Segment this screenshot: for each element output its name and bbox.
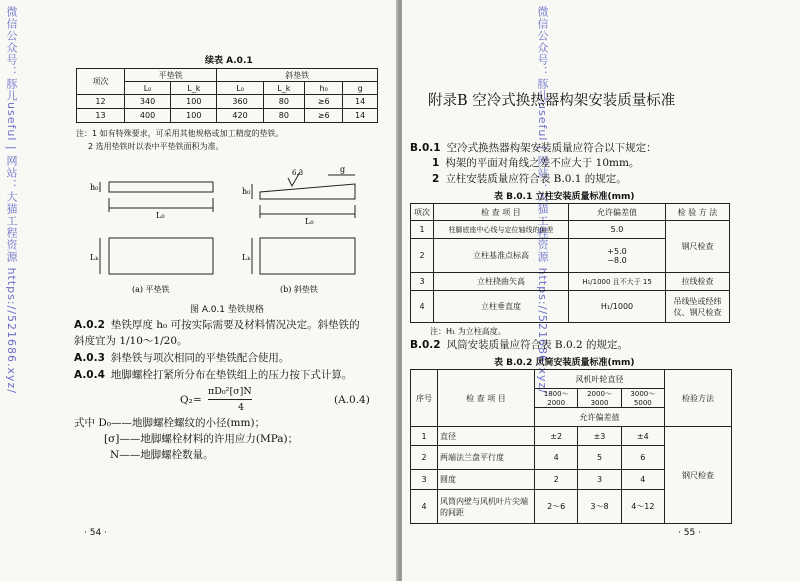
item-text: 构架的平面对角线之差不应大于 10mm。 xyxy=(445,157,640,169)
cell xyxy=(569,239,666,273)
para-a04 xyxy=(74,368,352,382)
note-1: 注：1 如有特殊要求，可采用其他规格或加工精度的垫铁。 xyxy=(76,129,284,138)
formula-numerator: πD₀²[σ]N xyxy=(208,385,252,400)
where-3: N——地脚螺栓数量。 xyxy=(110,449,214,461)
item-2 xyxy=(432,172,627,186)
item-1 xyxy=(432,156,639,170)
cell: 1 xyxy=(411,427,438,446)
clause-number: A.0.3 xyxy=(74,352,105,364)
table-row xyxy=(411,291,730,323)
th-range: 1800～2000 xyxy=(535,389,578,408)
clause-number: B.0.1 xyxy=(410,142,441,154)
cell: ±2 xyxy=(535,427,578,446)
cell: 80 xyxy=(263,109,304,123)
cell: 100 xyxy=(171,95,217,109)
clause-text: 斜垫铁与项次相同的平垫铁配合使用。 xyxy=(110,352,290,364)
label-lk-a: Lₖ xyxy=(90,253,99,262)
cell: ±3 xyxy=(578,427,621,446)
cell: ≥6 xyxy=(304,109,342,123)
th: 允许偏差值 xyxy=(569,204,666,221)
clause-number: A.0.4 xyxy=(74,369,105,381)
flat-shim-top xyxy=(109,238,213,274)
th-sub: L_k xyxy=(263,82,304,95)
para-b01 xyxy=(410,141,657,155)
clause-text: 斜度宜为 1/10～1/20。 xyxy=(74,335,188,347)
label-lk-b: Lₖ xyxy=(242,253,251,262)
cell-method: 吊线坠或经纬仪、钢尺检查 xyxy=(666,291,730,323)
cell: 两端法兰盘平行度 xyxy=(438,446,535,470)
cell: 圆度 xyxy=(438,470,535,490)
clause-text: 垫铁厚度 h₀ 可按实际需要及材料情况决定。斜垫铁的 xyxy=(110,319,360,331)
th: 风机叶轮直径 xyxy=(535,370,665,389)
cell: 4 xyxy=(411,291,434,323)
cell-method: 钢尺检查 xyxy=(665,427,732,524)
cell: 直径 xyxy=(438,427,535,446)
cell: H₁/1000 且不大于 15 xyxy=(569,273,666,291)
clause-text: 空冷式换热器构架安装质量应符合以下规定： xyxy=(446,142,657,154)
cell: 2～6 xyxy=(535,490,578,524)
label-roughness: 6.3 xyxy=(292,169,304,177)
cell-method: 钢尺检查 xyxy=(666,221,730,273)
table-b01-title: 表 B.0.1 立柱安装质量标准(mm) xyxy=(494,192,635,202)
th: 项次 xyxy=(411,204,434,221)
cell: 2 xyxy=(535,470,578,490)
th-item: 项次 xyxy=(77,69,125,95)
tol-plus: +5.0 xyxy=(607,246,627,256)
cell: 13 xyxy=(77,109,125,123)
th-sub: h₀ xyxy=(304,82,342,95)
para-a02 xyxy=(74,318,360,332)
cell: ≥6 xyxy=(304,95,342,109)
cell: 风筒内壁与风机叶片尖端的间距 xyxy=(438,490,535,524)
th: 检 查 项 目 xyxy=(438,370,535,427)
left-page xyxy=(0,0,398,581)
cell: 80 xyxy=(263,95,304,109)
label-l0-a: L₀ xyxy=(156,211,165,220)
taper-shim-top xyxy=(260,238,355,274)
item-number: 2 xyxy=(432,173,440,185)
where-2: [σ]——地脚螺栓材料的许用应力(MPa)； xyxy=(104,433,299,445)
cell: ±4 xyxy=(621,427,664,446)
label-h0-b: h₀ xyxy=(242,187,251,196)
cell: 6 xyxy=(621,446,664,470)
cell: 5 xyxy=(578,446,621,470)
cell: 立柱垂直度 xyxy=(434,291,569,323)
table-row xyxy=(411,221,730,239)
table-b01-note: 注：H₁ 为立柱高度。 xyxy=(430,327,506,336)
th-range: 2000～3000 xyxy=(578,389,621,408)
cell: 3～8 xyxy=(578,490,621,524)
cell: 4 xyxy=(535,446,578,470)
formula-denominator: 4 xyxy=(238,402,245,413)
cell: 14 xyxy=(343,95,378,109)
th: 检 查 项 目 xyxy=(434,204,569,221)
cell: 3 xyxy=(411,273,434,291)
th-tolerance: 允许偏差值 xyxy=(535,408,665,427)
th: 序号 xyxy=(411,370,438,427)
taper-shim-side xyxy=(260,184,355,199)
label-l0-b: L₀ xyxy=(305,217,314,226)
cell: 340 xyxy=(124,95,170,109)
cell: 14 xyxy=(343,109,378,123)
clause-number: B.0.2 xyxy=(410,339,441,351)
cell: 5.0 xyxy=(569,221,666,239)
cell: 420 xyxy=(217,109,263,123)
watermark-left: 微信公众号：豚儿useful | 网站：大猫工程资源 https://521686.xyz/ xyxy=(5,6,18,394)
label-h0-a: h₀ xyxy=(90,183,99,192)
formula-tag: (A.0.4) xyxy=(334,394,370,406)
page-number-left: · 54 · xyxy=(84,528,107,538)
cell-method: 拉线检查 xyxy=(666,273,730,291)
right-page xyxy=(402,0,800,581)
table-b02 xyxy=(410,369,732,524)
cell: 400 xyxy=(124,109,170,123)
para-a02-cont xyxy=(74,334,188,348)
para-b02 xyxy=(410,338,628,352)
cell: 2 xyxy=(411,239,434,273)
figure-caption: 图 A.0.1 垫铁规格 xyxy=(190,305,264,315)
caption-flat-shim: (a) 平垫铁 xyxy=(132,285,170,294)
cell: 12 xyxy=(77,95,125,109)
clause-number: A.0.2 xyxy=(74,319,105,331)
cell: 立柱基准点标高 xyxy=(434,239,569,273)
shim-figure xyxy=(0,0,398,310)
appendix-heading: 附录B 空冷式换热器构架安装质量标准 xyxy=(428,93,676,109)
cell: 2 xyxy=(411,446,438,470)
cell: 1 xyxy=(411,221,434,239)
where-1: 式中 D₀——地脚螺栓螺纹的小径(mm)； xyxy=(74,417,266,429)
caption-taper-shim: (b) 斜垫铁 xyxy=(280,285,318,294)
tol-minus: −8.0 xyxy=(607,255,627,265)
item-number: 1 xyxy=(432,157,440,169)
th-sub: L_k xyxy=(171,82,217,95)
table-a01-title: 续表 A.0.1 xyxy=(205,56,253,66)
cell: 柱脚底座中心线与定位轴线的偏差 xyxy=(434,221,569,239)
cell: H₁/1000 xyxy=(569,291,666,323)
para-a03 xyxy=(74,351,289,365)
cell: 360 xyxy=(217,95,263,109)
th: 检验方法 xyxy=(665,370,732,427)
table-b02-title: 表 B.0.2 风筒安装质量标准(mm) xyxy=(494,358,635,368)
formula-lhs: Q₂= xyxy=(180,394,202,406)
th-sub: g xyxy=(343,82,378,95)
flat-shim-side xyxy=(109,182,213,192)
clause-text: 风筒安装质量应符合表 B.0.2 的规定。 xyxy=(446,339,629,351)
table-row xyxy=(411,427,732,446)
cell: 4～12 xyxy=(621,490,664,524)
cell: 4 xyxy=(621,470,664,490)
th-range: 3000～5000 xyxy=(621,389,664,408)
clause-text: 地脚螺栓打紧所分布在垫铁组上的压力按下式计算。 xyxy=(110,369,353,381)
watermark-right: 微信公众号：豚儿useful | 网站：大猫工程资源 https://521686.xyz/ xyxy=(536,6,549,394)
item-text: 立柱安装质量应符合表 B.0.1 的规定。 xyxy=(445,173,627,185)
cell: 4 xyxy=(411,490,438,524)
th: 检 验 方 法 xyxy=(666,204,730,221)
table-row xyxy=(411,273,730,291)
page-number-right: · 55 · xyxy=(678,528,701,538)
th-flat: 平垫铁 xyxy=(124,69,217,82)
th-sub: L₀ xyxy=(124,82,170,95)
note-2: 2 选用垫铁时以表中平垫铁面积为准。 xyxy=(88,142,224,151)
label-g: g xyxy=(340,165,346,174)
cell: 3 xyxy=(411,470,438,490)
th-sub: L₀ xyxy=(217,82,263,95)
th-slope: 斜垫铁 xyxy=(217,69,378,82)
cell: 3 xyxy=(578,470,621,490)
cell: 100 xyxy=(171,109,217,123)
cell: 立柱挠曲矢高 xyxy=(434,273,569,291)
table-b01 xyxy=(410,203,730,323)
